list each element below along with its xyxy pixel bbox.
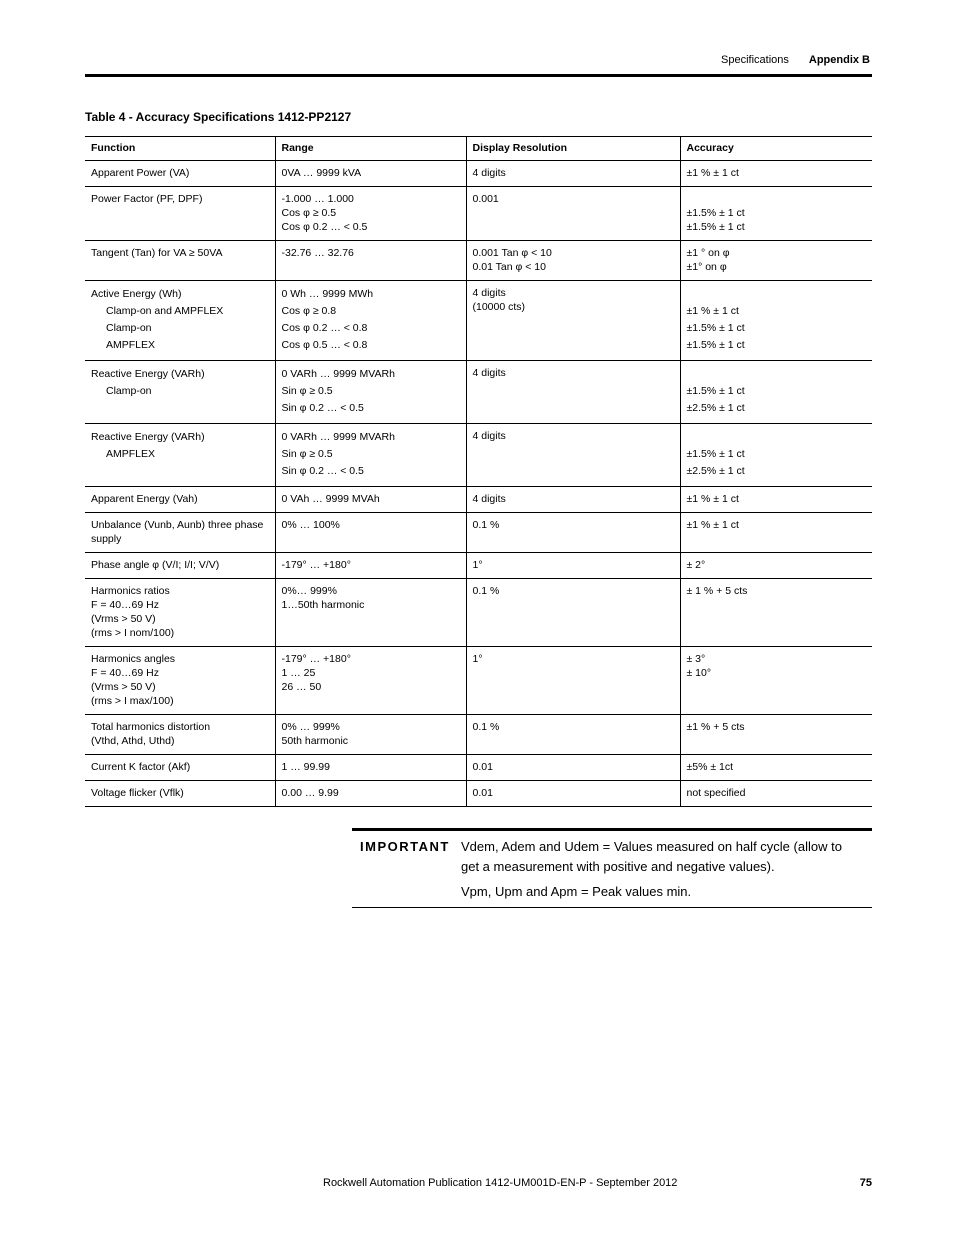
cell-display-resolution (466, 187, 680, 241)
cell-line: ±1.5% ± 1 ct (686, 322, 745, 334)
cell-accuracy (680, 241, 872, 281)
cell-line: 0% … 999% (281, 721, 340, 733)
cell-line: (rms > I max/100) (91, 695, 174, 707)
cell-line: ±1 % ± 1 ct (686, 167, 739, 179)
table-row (85, 187, 872, 241)
table-row (85, 715, 872, 755)
cell-line: ± 1 % + 5 cts (686, 585, 748, 597)
important-note (352, 828, 872, 908)
cell-line: 4 digits (472, 167, 506, 179)
column-header-range: Range (275, 137, 466, 161)
cell-line: not specified (686, 787, 746, 799)
cell-line: Harmonics ratios (91, 585, 170, 597)
table-row (85, 513, 872, 553)
cell-line: 50th harmonic (281, 735, 349, 747)
table-row (85, 553, 872, 579)
cell-accuracy (680, 487, 872, 513)
cell-line: 0.1 % (472, 585, 500, 597)
table-row (85, 579, 872, 647)
cell-line: -179° … +180° (281, 559, 351, 571)
cell-line: (rms > I nom/100) (91, 627, 175, 639)
cell-accuracy (680, 553, 872, 579)
cell-line: ± 3° (686, 653, 706, 665)
accuracy-spec-table (85, 136, 872, 807)
cell-line: Tangent (Tan) for VA ≥ 50VA (91, 247, 223, 259)
cell-range (275, 487, 466, 513)
cell-display-resolution (466, 553, 680, 579)
cell-line: 0 VARh … 9999 MVARh (281, 368, 395, 380)
cell-range (275, 579, 466, 647)
cell-line: -179° … +180° (281, 653, 351, 665)
cell-line: (Vthd, Athd, Uthd) (91, 735, 175, 747)
cell-function (85, 424, 275, 487)
cell-accuracy (680, 281, 872, 361)
cell-line: Total harmonics distortion (91, 721, 211, 733)
cell-range (275, 424, 466, 487)
cell-range (275, 755, 466, 781)
cell-line: Cos φ 0.5 … < 0.8 (281, 339, 368, 351)
cell-accuracy (680, 755, 872, 781)
cell-line: 4 digits (472, 430, 506, 442)
cell-line: ± 10° (686, 667, 712, 679)
cell-line: 0 VAh … 9999 MVAh (281, 493, 380, 505)
cell-line: 0 VARh … 9999 MVARh (281, 431, 395, 443)
cell-accuracy (680, 361, 872, 424)
table-row (85, 487, 872, 513)
cell-accuracy (680, 781, 872, 807)
important-line: Vpm, Upm and Apm = Peak values min. (461, 884, 692, 899)
cell-function (85, 553, 275, 579)
cell-line: Cos φ 0.2 … < 0.5 (281, 221, 368, 233)
cell-range (275, 161, 466, 187)
cell-line: 0.1 % (472, 519, 500, 531)
cell-function (85, 187, 275, 241)
cell-line: Phase angle φ (V/I; I/I; V/V) (91, 559, 220, 571)
page-number: 75 (859, 1177, 872, 1189)
cell-line: F = 40…69 Hz (91, 667, 159, 679)
cell-line: Sin φ 0.2 … < 0.5 (281, 402, 364, 414)
cell-line: ±1.5% ± 1 ct (686, 448, 745, 460)
cell-line: ± 2° (686, 559, 706, 571)
cell-line: (Vrms > 50 V) (91, 613, 156, 625)
cell-display-resolution (466, 424, 680, 487)
cell-function (85, 715, 275, 755)
cell-display-resolution (466, 281, 680, 361)
cell-line: AMPFLEX (106, 448, 156, 460)
cell-display-resolution (466, 513, 680, 553)
table-row (85, 755, 872, 781)
cell-function (85, 579, 275, 647)
cell-line: Harmonics angles (91, 653, 176, 665)
cell-line: 0%… 999% (281, 585, 337, 597)
cell-line: Current K factor (Akf) (91, 761, 191, 773)
cell-line: Unbalance (Vunb, Aunb) three phase (91, 519, 264, 531)
publication-info: Rockwell Automation Publication 1412-UM001D-EN-P - September 2012 (323, 1177, 678, 1189)
table-row (85, 241, 872, 281)
cell-display-resolution (466, 241, 680, 281)
cell-line: AMPFLEX (106, 339, 156, 351)
cell-line: supply (91, 533, 122, 545)
cell-line: ±1° on φ (686, 261, 727, 273)
cell-function (85, 647, 275, 715)
important-text (461, 837, 861, 907)
cell-line: ±1.5% ± 1 ct (686, 221, 745, 233)
cell-display-resolution (466, 161, 680, 187)
cell-line: 1 … 99.99 (281, 761, 330, 773)
cell-function (85, 241, 275, 281)
cell-line: Cos φ ≥ 0.5 (281, 207, 337, 219)
table-row (85, 647, 872, 715)
cell-line: Reactive Energy (VARh) (91, 431, 205, 443)
cell-display-resolution (466, 781, 680, 807)
cell-line: ±2.5% ± 1 ct (686, 402, 745, 414)
cell-line: (10000 cts) (472, 301, 526, 313)
cell-line: ±1 % ± 1 ct (686, 305, 739, 317)
cell-line: Cos φ ≥ 0.8 (281, 305, 337, 317)
table-header-row (85, 137, 872, 161)
cell-range (275, 281, 466, 361)
cell-line: Apparent Energy (Vah) (91, 493, 198, 505)
cell-line: 0.01 Tan φ < 10 (472, 261, 546, 273)
cell-line: 0.01 (472, 787, 493, 799)
cell-display-resolution (466, 361, 680, 424)
running-header (721, 54, 870, 66)
column-header-accuracy: Accuracy (680, 137, 872, 161)
cell-line: 4 digits (472, 367, 506, 379)
cell-accuracy (680, 424, 872, 487)
cell-range (275, 513, 466, 553)
cell-line: ±1 % ± 1 ct (686, 519, 739, 531)
cell-range (275, 241, 466, 281)
cell-line: Reactive Energy (VARh) (91, 368, 205, 380)
cell-line: 4 digits (472, 493, 506, 505)
cell-line: Clamp-on (106, 322, 152, 334)
cell-display-resolution (466, 755, 680, 781)
cell-accuracy (680, 715, 872, 755)
cell-line: ±1.5% ± 1 ct (686, 207, 745, 219)
header-rule (85, 74, 872, 77)
cell-range (275, 647, 466, 715)
cell-line: ±1 % + 5 cts (686, 721, 745, 733)
cell-line: 26 … 50 (281, 681, 322, 693)
cell-line: 0% … 100% (281, 519, 340, 531)
header-section: Specifications (721, 54, 789, 66)
cell-function (85, 161, 275, 187)
header-appendix: Appendix B (808, 54, 870, 66)
cell-line: 0 Wh … 9999 MWh (281, 288, 374, 300)
cell-line: 4 digits (472, 287, 506, 299)
cell-line: -1.000 … 1.000 (281, 193, 354, 205)
table-body (85, 161, 872, 807)
cell-accuracy (680, 579, 872, 647)
table-row (85, 161, 872, 187)
cell-range (275, 361, 466, 424)
table-row (85, 281, 872, 361)
cell-line (687, 429, 867, 446)
cell-line: Sin φ ≥ 0.5 (281, 448, 333, 460)
cell-line: ±5% ± 1ct (686, 761, 734, 773)
table-row (85, 781, 872, 807)
important-label: IMPORTANT (360, 839, 450, 854)
cell-function (85, 513, 275, 553)
cell-line: (Vrms > 50 V) (91, 681, 156, 693)
cell-line (687, 366, 867, 383)
cell-range (275, 781, 466, 807)
cell-display-resolution (466, 715, 680, 755)
cell-line: 1° (472, 559, 483, 571)
important-line: Vdem, Adem and Udem = Values measured on half cycle (allow to get a measurement with positive and negative values). (461, 839, 842, 874)
cell-line: 0.001 (472, 193, 499, 205)
cell-line: Sin φ 0.2 … < 0.5 (281, 465, 364, 477)
table-row (85, 424, 872, 487)
cell-line: 0.01 (472, 761, 493, 773)
cell-accuracy (680, 513, 872, 553)
cell-line: Active Energy (Wh) (91, 288, 182, 300)
cell-range (275, 715, 466, 755)
table-row (85, 361, 872, 424)
cell-line: -32.76 … 32.76 (281, 247, 354, 259)
cell-range (275, 187, 466, 241)
cell-line: 1° (472, 653, 483, 665)
cell-line: 1…50th harmonic (281, 599, 365, 611)
cell-line: Apparent Power (VA) (91, 167, 190, 179)
cell-line: 0.00 … 9.99 (281, 787, 339, 799)
cell-line: Voltage flicker (Vflk) (91, 787, 184, 799)
cell-line: Clamp-on (106, 385, 152, 397)
table-caption: Table 4 - Accuracy Specifications 1412-PP2127 (85, 110, 352, 124)
cell-line: Sin φ ≥ 0.5 (281, 385, 333, 397)
cell-function (85, 755, 275, 781)
cell-line: ±1.5% ± 1 ct (686, 339, 745, 351)
cell-line (687, 192, 867, 206)
cell-accuracy (680, 647, 872, 715)
cell-function (85, 361, 275, 424)
cell-line: Power Factor (PF, DPF) (91, 193, 203, 205)
cell-line: F = 40…69 Hz (91, 599, 159, 611)
cell-display-resolution (466, 579, 680, 647)
cell-line: ±2.5% ± 1 ct (686, 465, 745, 477)
cell-function (85, 487, 275, 513)
cell-line: ±1 ° on φ (686, 247, 730, 259)
cell-function (85, 281, 275, 361)
cell-line: Cos φ 0.2 … < 0.8 (281, 322, 368, 334)
column-header-function: Function (85, 137, 275, 161)
cell-line: ±1.5% ± 1 ct (686, 385, 745, 397)
cell-line: 0.1 % (472, 721, 500, 733)
cell-display-resolution (466, 487, 680, 513)
cell-line: Clamp-on and AMPFLEX (106, 305, 224, 317)
cell-line (687, 286, 867, 303)
cell-line: ±1 % ± 1 ct (686, 493, 739, 505)
cell-accuracy (680, 187, 872, 241)
cell-range (275, 553, 466, 579)
cell-display-resolution (466, 647, 680, 715)
cell-function (85, 781, 275, 807)
cell-line: 0VA … 9999 kVA (281, 167, 362, 179)
cell-line: 0.001 Tan φ < 10 (472, 247, 552, 259)
cell-accuracy (680, 161, 872, 187)
cell-line: 1 … 25 (281, 667, 316, 679)
column-header-display-resolution: Display Resolution (466, 137, 680, 161)
